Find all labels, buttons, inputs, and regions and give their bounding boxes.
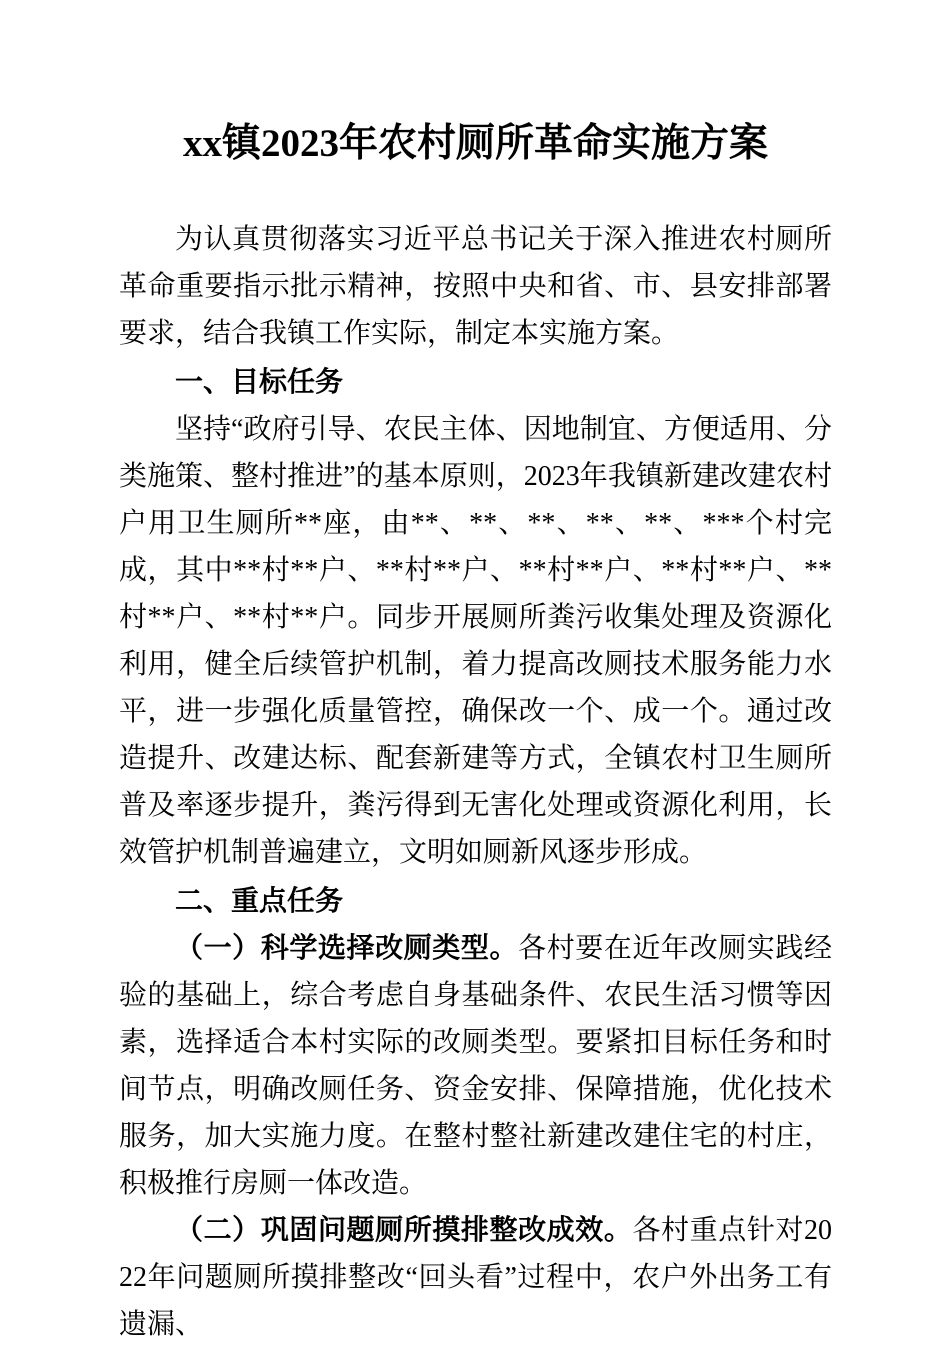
section-heading-key-tasks: 二、重点任务	[175, 885, 344, 916]
document-title: xx镇2023年农村厕所革命实施方案	[182, 122, 768, 165]
subsection-1-paragraph	[119, 925, 832, 1207]
goals-paragraph: 坚持“政府引导、农民主体、因地制宜、方便适用、分类施策、整村推进”的基本原则，2023年我镇新建改建农村户用卫生厕所**座，由**、**、**、**、**、***个村完成，其中**村**户、**村**户、**村**户、**村**户、**村**户、**村**户。同步开展厕所粪污收集处理及资源化利用，健全后续管护机制，着力提高改厕技术服务能力水平，进一步强化质量管控，确保改一个、成一个。通过改造提升、改建达标、配套新建等方式，全镇农村卫生厕所普及率逐步提升，粪污得到无害化处理或资源化利用，长效管护机制普遍建立，文明如厕新风逐步形成。	[119, 414, 832, 868]
subsection-1-text: 各村要在近年改厕实践经验的基础上，综合考虑自身基础条件、农民生活习惯等因素，选择适合本村实际的改厕类型。要紧扣目标任务和时间节点，明确改厕任务、资金安排、保障措施，优化技术服务，加大实施力度。在整村整社新建改建住宅的村庄，积极推行房厕一体改造。	[119, 933, 832, 1199]
subsection-2-paragraph	[119, 1207, 832, 1348]
subsection-2-text: 各村重点针对2022年问题厕所摸排整改“回头看”过程中，农户外出务工有遗漏、	[119, 1215, 832, 1340]
section-heading-goals: 一、目标任务	[175, 366, 344, 397]
intro-paragraph: 为认真贯彻落实习近平总书记关于深入推进农村厕所革命重要指示批示精神，按照中央和省、市、县安排部署要求，结合我镇工作实际，制定本实施方案。	[119, 224, 832, 349]
subsection-1-lead: （一）科学选择改厕类型。	[175, 933, 519, 964]
subsection-2-lead: （二）巩固问题厕所摸排整改成效。	[175, 1215, 633, 1246]
